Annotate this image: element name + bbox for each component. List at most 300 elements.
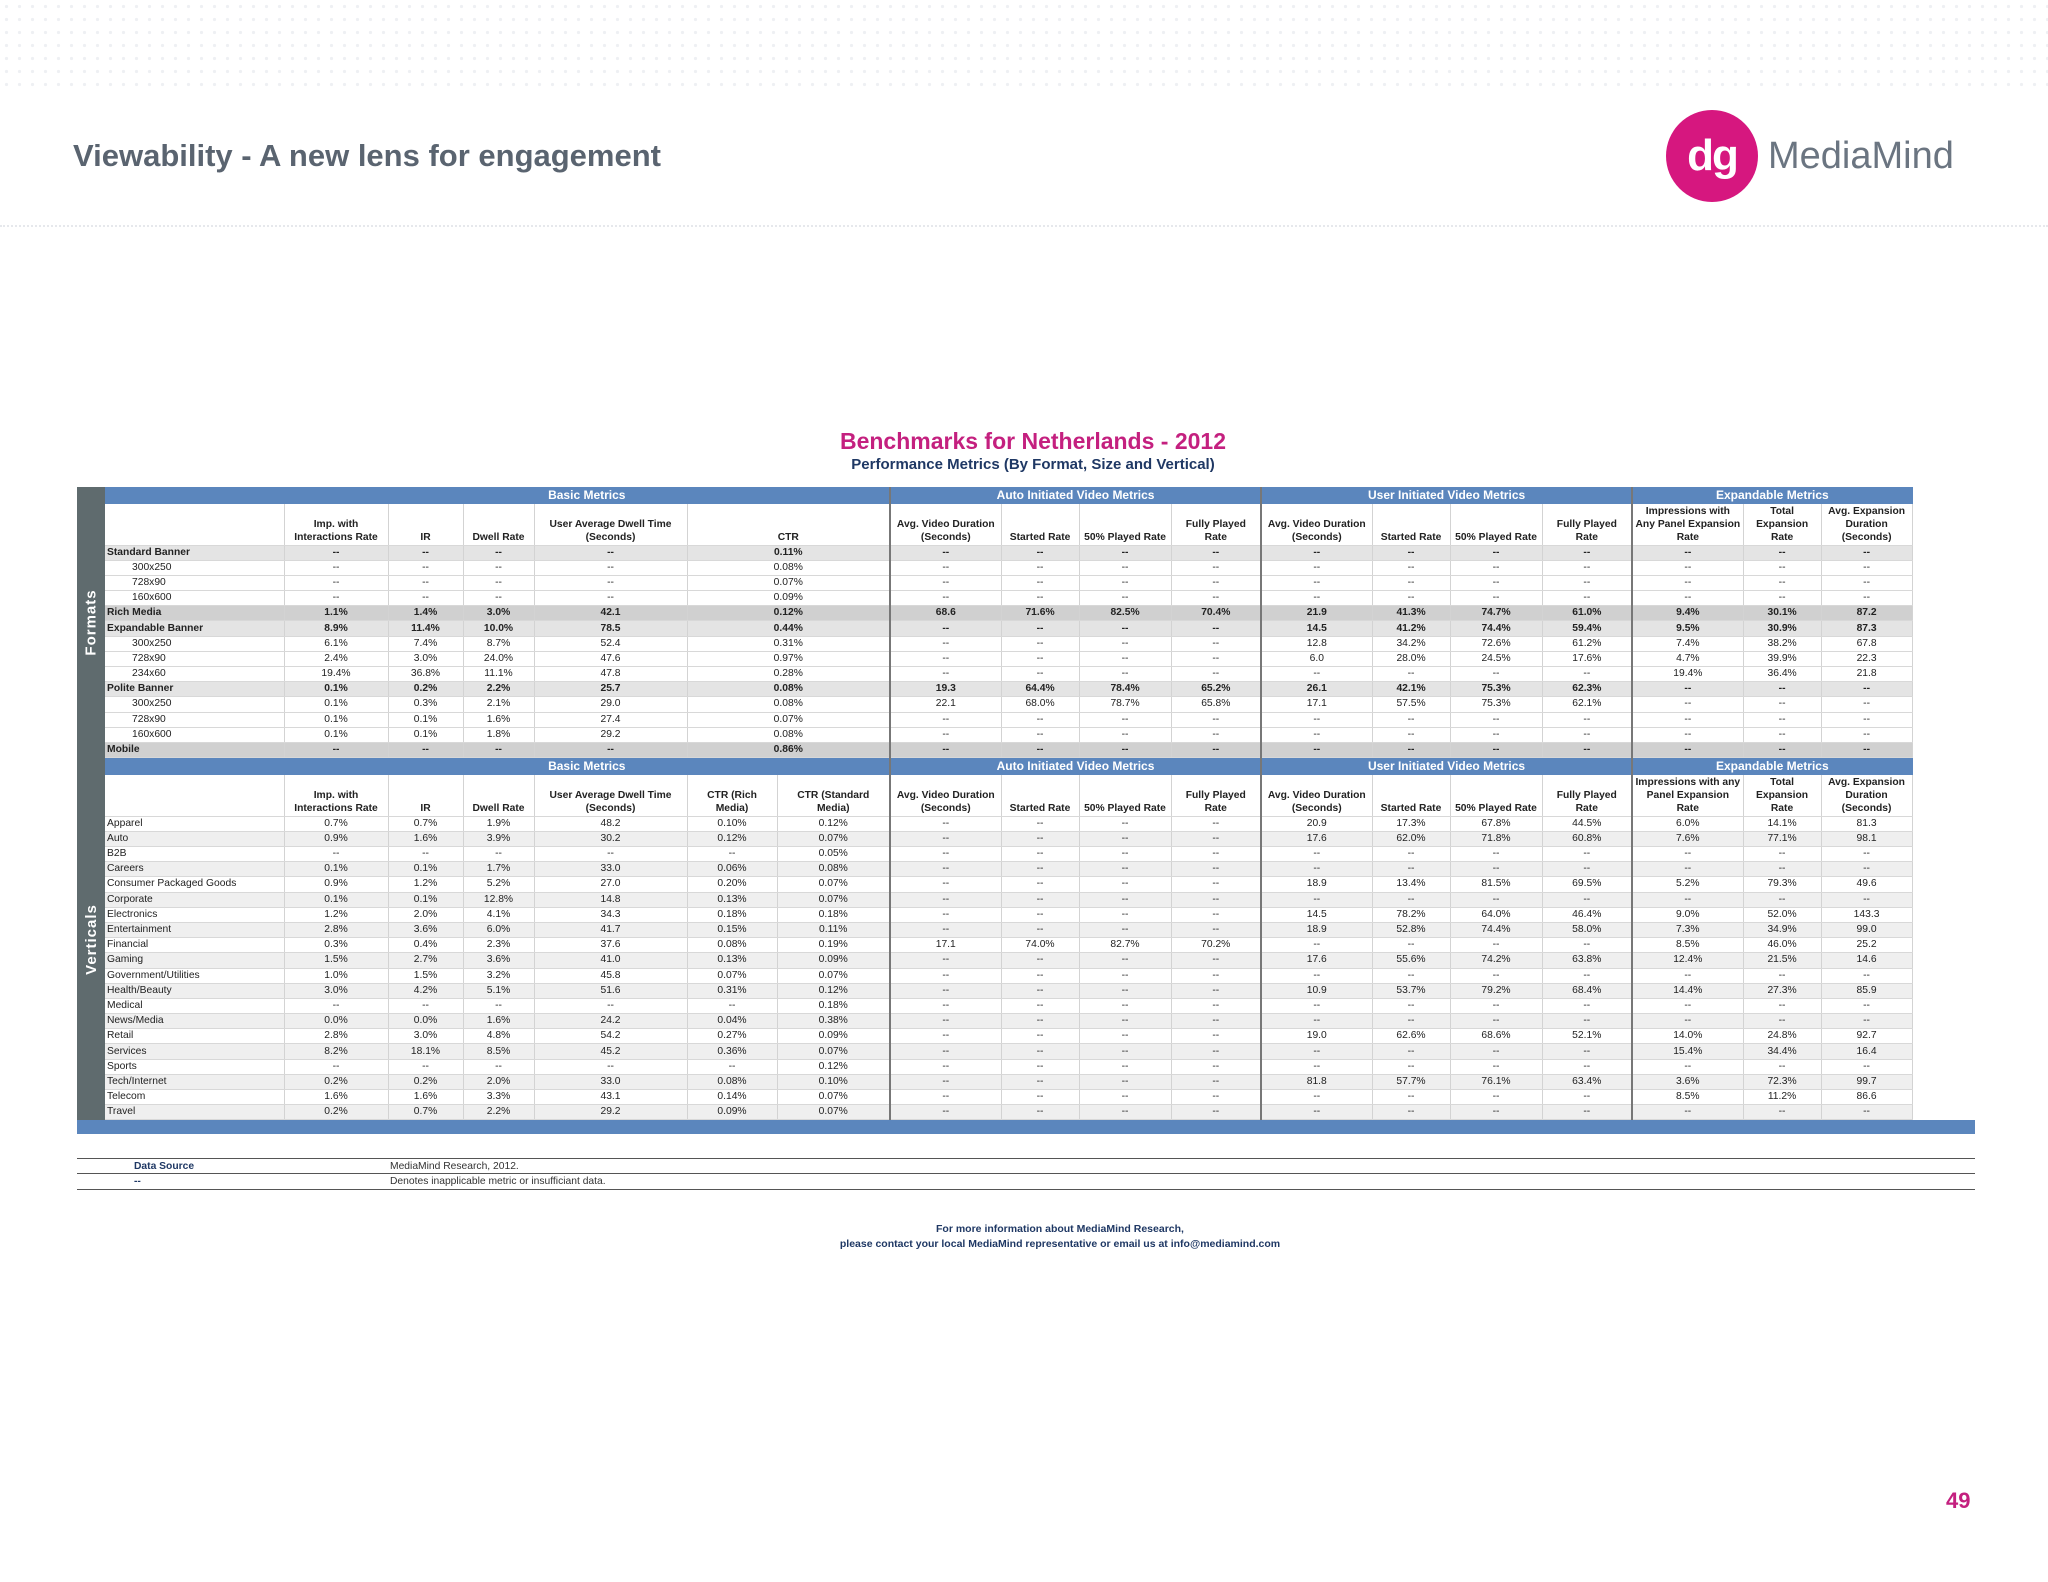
table-cell: --	[1821, 998, 1912, 1013]
table-cell: 9.0%	[1632, 907, 1743, 922]
table-cell: 3.6%	[388, 922, 463, 937]
table-row	[105, 727, 1912, 742]
table-cell: 0.13%	[687, 953, 777, 968]
table-cell: --	[1743, 968, 1821, 983]
table-cell: 0.08%	[777, 862, 890, 877]
table-cell: --	[1372, 892, 1450, 907]
table-cell: --	[1171, 621, 1261, 636]
table-cell: --	[687, 847, 777, 862]
column-header: Avg. Expansion Duration (Seconds)	[1821, 774, 1912, 816]
table-cell: --	[1821, 575, 1912, 590]
table-cell: --	[1079, 862, 1171, 877]
table-cell: --	[1372, 712, 1450, 727]
table-cell: 1.4%	[388, 606, 463, 621]
table-cell: --	[1171, 742, 1261, 757]
table-cell: --	[1821, 727, 1912, 742]
table-cell: --	[1261, 998, 1372, 1013]
table-cell: --	[1743, 1059, 1821, 1074]
table-row	[105, 575, 1912, 590]
row-label: 728x90	[105, 651, 284, 666]
row-label: Telecom	[105, 1090, 284, 1105]
table-cell: 71.6%	[1001, 606, 1079, 621]
table-cell: --	[1261, 968, 1372, 983]
table-cell: 0.07%	[777, 968, 890, 983]
table-cell: --	[890, 1090, 1001, 1105]
table-cell: 74.7%	[1450, 606, 1542, 621]
table-cell: 0.07%	[777, 892, 890, 907]
table-cell: 7.3%	[1632, 922, 1743, 937]
table-cell: 74.0%	[1001, 938, 1079, 953]
table-cell: 68.0%	[1001, 697, 1079, 712]
column-header: Fully Played Rate	[1171, 503, 1261, 545]
column-header: Total Expansion Rate	[1743, 503, 1821, 545]
table-cell: --	[1001, 545, 1079, 560]
table-cell: --	[1079, 575, 1171, 590]
table-cell: 1.2%	[388, 877, 463, 892]
column-header: 50% Played Rate	[1079, 503, 1171, 545]
table-cell: --	[534, 560, 687, 575]
table-cell: --	[1542, 862, 1632, 877]
table-row	[105, 591, 1912, 606]
table-cell: 0.09%	[777, 953, 890, 968]
table-cell: --	[1450, 998, 1542, 1013]
table-cell: --	[1001, 968, 1079, 983]
row-label: Apparel	[105, 816, 284, 831]
table-row	[105, 560, 1912, 575]
column-header: Fully Played Rate	[1542, 774, 1632, 816]
table-cell: 19.3	[890, 682, 1001, 697]
table-cell: --	[463, 560, 534, 575]
table-cell: 70.2%	[1171, 938, 1261, 953]
table-cell: 1.6%	[388, 831, 463, 846]
table-cell: --	[1542, 892, 1632, 907]
table-cell: 14.5	[1261, 907, 1372, 922]
row-label: 300x250	[105, 697, 284, 712]
column-header: Impressions with Any Panel Expansion Rate	[1632, 503, 1743, 545]
table-cell: 20.9	[1261, 816, 1372, 831]
table-cell: --	[1821, 968, 1912, 983]
table-cell: 81.8	[1261, 1074, 1372, 1089]
table-cell: 0.36%	[687, 1044, 777, 1059]
table-cell: --	[1821, 682, 1912, 697]
table-row	[105, 938, 1912, 953]
table-row	[105, 1029, 1912, 1044]
table-cell: 85.9	[1821, 983, 1912, 998]
table-cell: 21.5%	[1743, 953, 1821, 968]
table-cell: --	[890, 892, 1001, 907]
table-row	[105, 983, 1912, 998]
table-cell: --	[890, 862, 1001, 877]
table-cell: 33.0	[534, 862, 687, 877]
table-cell: 4.8%	[463, 1029, 534, 1044]
table-cell: 22.3	[1821, 651, 1912, 666]
table-cell: 0.0%	[388, 1014, 463, 1029]
table-cell: 86.6	[1821, 1090, 1912, 1105]
table-cell: 0.97%	[687, 651, 890, 666]
table-cell: 0.08%	[687, 682, 890, 697]
table-cell: --	[1079, 983, 1171, 998]
metric-group-header: Expandable Metrics	[1632, 487, 1912, 503]
table-cell: --	[687, 998, 777, 1013]
table-cell: 3.3%	[463, 1090, 534, 1105]
table-cell: --	[1079, 742, 1171, 757]
table-cell: --	[1001, 892, 1079, 907]
table-cell: 7.6%	[1632, 831, 1743, 846]
table-cell: --	[1821, 1014, 1912, 1029]
table-cell: 0.7%	[284, 816, 388, 831]
table-row	[105, 1105, 1912, 1120]
row-label: 160x600	[105, 727, 284, 742]
table-cell: 1.9%	[463, 816, 534, 831]
table-cell: 78.4%	[1079, 682, 1171, 697]
table-row	[105, 742, 1912, 757]
table-cell: 1.6%	[388, 1090, 463, 1105]
table-cell: 74.2%	[1450, 953, 1542, 968]
column-header: CTR (Standard Media)	[777, 774, 890, 816]
table-cell: --	[1001, 621, 1079, 636]
table-cell: --	[1001, 1074, 1079, 1089]
row-label: Careers	[105, 862, 284, 877]
column-header: 50% Played Rate	[1079, 774, 1171, 816]
table-cell: --	[1450, 712, 1542, 727]
row-label: 728x90	[105, 712, 284, 727]
table-cell: 82.7%	[1079, 938, 1171, 953]
table-cell: 0.9%	[284, 877, 388, 892]
table-cell: 6.0	[1261, 651, 1372, 666]
table-cell: 87.2	[1821, 606, 1912, 621]
header-dot-pattern	[0, 0, 2048, 90]
table-cell: --	[1632, 727, 1743, 742]
table-cell: --	[1001, 1014, 1079, 1029]
table-cell: --	[1079, 667, 1171, 682]
table-cell: --	[1743, 892, 1821, 907]
table-cell: --	[1372, 847, 1450, 862]
table-cell: --	[890, 1029, 1001, 1044]
legend-value: MediaMind Research, 2012.	[390, 1161, 519, 1172]
table-cell: --	[1743, 591, 1821, 606]
table-cell: 3.0%	[388, 1029, 463, 1044]
table-row	[105, 712, 1912, 727]
table-cell: --	[1079, 621, 1171, 636]
table-cell: --	[1821, 697, 1912, 712]
verticals-table	[105, 758, 1913, 1120]
table-cell: --	[1171, 1014, 1261, 1029]
table-cell: --	[1372, 560, 1450, 575]
table-cell: 0.7%	[388, 1105, 463, 1120]
table-cell: --	[1632, 560, 1743, 575]
table-cell: --	[1372, 1090, 1450, 1105]
table-cell: --	[1542, 938, 1632, 953]
table-cell: --	[1743, 1014, 1821, 1029]
table-cell: 0.07%	[777, 1044, 890, 1059]
table-cell: 2.0%	[463, 1074, 534, 1089]
table-cell: --	[1261, 847, 1372, 862]
table-cell: --	[890, 983, 1001, 998]
table-cell: 18.1%	[388, 1044, 463, 1059]
row-label: 300x250	[105, 636, 284, 651]
table-cell: --	[1821, 712, 1912, 727]
table-row	[105, 621, 1912, 636]
table-cell: --	[1743, 545, 1821, 560]
table-cell: 25.2	[1821, 938, 1912, 953]
table-cell: 29.2	[534, 1105, 687, 1120]
table-cell: --	[890, 742, 1001, 757]
table-cell: 98.1	[1821, 831, 1912, 846]
table-row	[105, 877, 1912, 892]
table-cell: 62.0%	[1372, 831, 1450, 846]
metric-group-header: Auto Initiated Video Metrics	[890, 487, 1261, 503]
table-cell: --	[1079, 1059, 1171, 1074]
table-cell: 0.18%	[777, 998, 890, 1013]
table-cell: 8.7%	[463, 636, 534, 651]
table-cell: 44.5%	[1542, 816, 1632, 831]
table-cell: --	[1001, 742, 1079, 757]
table-cell: --	[890, 953, 1001, 968]
row-label: 300x250	[105, 560, 284, 575]
table-cell: --	[463, 575, 534, 590]
table-cell: 53.7%	[1372, 983, 1450, 998]
logo-mark: dg	[1666, 110, 1758, 202]
table-cell: --	[1632, 682, 1743, 697]
table-cell: 3.2%	[463, 968, 534, 983]
table-cell: --	[1079, 712, 1171, 727]
table-cell: --	[1079, 1029, 1171, 1044]
table-cell: 27.4	[534, 712, 687, 727]
table-cell: --	[1261, 560, 1372, 575]
table-cell: 0.12%	[687, 606, 890, 621]
table-cell: 0.1%	[284, 892, 388, 907]
table-cell: --	[1450, 1059, 1542, 1074]
table-cell: --	[1542, 560, 1632, 575]
table-cell: --	[1542, 742, 1632, 757]
table-cell: 1.6%	[463, 712, 534, 727]
row-label: Auto	[105, 831, 284, 846]
table-cell: --	[890, 621, 1001, 636]
table-cell: 0.09%	[687, 1105, 777, 1120]
table-cell: --	[463, 1059, 534, 1074]
table-cell: 2.3%	[463, 938, 534, 953]
table-cell: --	[1171, 877, 1261, 892]
table-cell: 61.0%	[1542, 606, 1632, 621]
column-header-row	[105, 774, 1912, 816]
table-cell: 2.0%	[388, 907, 463, 922]
table-cell: --	[1171, 591, 1261, 606]
table-cell: --	[1001, 727, 1079, 742]
table-cell: 4.2%	[388, 983, 463, 998]
table-cell: 36.8%	[388, 667, 463, 682]
table-cell: 1.7%	[463, 862, 534, 877]
table-cell: --	[1542, 998, 1632, 1013]
table-cell: 0.2%	[388, 682, 463, 697]
table-cell: --	[890, 636, 1001, 651]
table-cell: 47.6	[534, 651, 687, 666]
table-cell: 17.6%	[1542, 651, 1632, 666]
table-cell: 71.8%	[1450, 831, 1542, 846]
table-cell: --	[1821, 892, 1912, 907]
table-cell: 34.2%	[1372, 636, 1450, 651]
table-cell: 14.6	[1821, 953, 1912, 968]
table-cell: --	[1821, 560, 1912, 575]
table-cell: 22.1	[890, 697, 1001, 712]
table-row	[105, 1074, 1912, 1089]
benchmark-tables	[77, 487, 1975, 1134]
column-header: 50% Played Rate	[1450, 503, 1542, 545]
table-cell: --	[1261, 712, 1372, 727]
footer-contact	[0, 1222, 2048, 1252]
table-cell: 0.12%	[777, 983, 890, 998]
table-cell: --	[1171, 636, 1261, 651]
table-cell: 0.20%	[687, 877, 777, 892]
table-cell: --	[1171, 575, 1261, 590]
table-cell: --	[1261, 1059, 1372, 1074]
metric-group-header: Expandable Metrics	[1632, 758, 1912, 774]
table-cell: --	[1372, 998, 1450, 1013]
table-cell: --	[1261, 1090, 1372, 1105]
table-cell: 37.6	[534, 938, 687, 953]
table-cell: 36.4%	[1743, 667, 1821, 682]
table-cell: 11.2%	[1743, 1090, 1821, 1105]
table-cell: 67.8	[1821, 636, 1912, 651]
table-cell: --	[890, 667, 1001, 682]
group-band-blank	[105, 758, 284, 774]
table-cell: 79.2%	[1450, 983, 1542, 998]
row-label: Standard Banner	[105, 545, 284, 560]
table-cell: --	[1001, 847, 1079, 862]
table-cell: --	[1632, 545, 1743, 560]
table-cell: --	[284, 560, 388, 575]
table-row	[105, 907, 1912, 922]
table-cell: --	[1450, 892, 1542, 907]
table-cell: 0.06%	[687, 862, 777, 877]
table-cell: --	[1171, 1029, 1261, 1044]
table-cell: 52.0%	[1743, 907, 1821, 922]
table-cell: 0.28%	[687, 667, 890, 682]
table-cell: --	[534, 591, 687, 606]
table-cell: --	[1171, 922, 1261, 937]
table-cell: 0.09%	[777, 1029, 890, 1044]
table-cell: 27.3%	[1743, 983, 1821, 998]
table-cell: 12.8	[1261, 636, 1372, 651]
column-header: Started Rate	[1001, 503, 1079, 545]
table-cell: --	[1632, 998, 1743, 1013]
table-cell: 2.1%	[463, 697, 534, 712]
table-cell: 0.2%	[284, 1074, 388, 1089]
table-cell: --	[388, 545, 463, 560]
metric-group-header: Basic Metrics	[284, 758, 890, 774]
table-cell: --	[1001, 560, 1079, 575]
table-cell: 0.1%	[388, 712, 463, 727]
table-cell: --	[1450, 1090, 1542, 1105]
table-cell: 0.1%	[284, 727, 388, 742]
table-cell: 3.0%	[463, 606, 534, 621]
table-cell: 14.8	[534, 892, 687, 907]
table-cell: --	[1261, 1014, 1372, 1029]
table-cell: --	[534, 575, 687, 590]
table-cell: 8.5%	[1632, 938, 1743, 953]
table-cell: 5.2%	[1632, 877, 1743, 892]
table-cell: 24.2	[534, 1014, 687, 1029]
table-cell: --	[1450, 560, 1542, 575]
table-cell: 0.27%	[687, 1029, 777, 1044]
table-cell: 63.8%	[1542, 953, 1632, 968]
table-cell: 3.0%	[284, 983, 388, 998]
table-cell: --	[1450, 545, 1542, 560]
table-cell: 30.2	[534, 831, 687, 846]
table-cell: 5.1%	[463, 983, 534, 998]
table-cell: --	[388, 591, 463, 606]
table-cell: --	[1450, 742, 1542, 757]
table-cell: --	[1171, 847, 1261, 862]
table-cell: --	[463, 545, 534, 560]
row-label: Sports	[105, 1059, 284, 1074]
table-cell: 74.4%	[1450, 621, 1542, 636]
table-cell: 17.6	[1261, 953, 1372, 968]
row-label: Entertainment	[105, 922, 284, 937]
table-cell: 4.7%	[1632, 651, 1743, 666]
table-cell: --	[388, 575, 463, 590]
table-cell: 60.8%	[1542, 831, 1632, 846]
table-cell: --	[534, 998, 687, 1013]
table-cell: --	[1632, 1105, 1743, 1120]
table-cell: --	[1450, 862, 1542, 877]
table-cell: --	[1079, 816, 1171, 831]
metric-group-row	[105, 758, 1912, 774]
table-row	[105, 953, 1912, 968]
table-cell: 0.10%	[777, 1074, 890, 1089]
table-cell: --	[1001, 667, 1079, 682]
row-label: Consumer Packaged Goods	[105, 877, 284, 892]
table-row	[105, 892, 1912, 907]
table-cell: --	[1632, 892, 1743, 907]
table-cell: 1.6%	[284, 1090, 388, 1105]
table-cell: 34.9%	[1743, 922, 1821, 937]
table-cell: --	[1372, 968, 1450, 983]
table-cell: 69.5%	[1542, 877, 1632, 892]
column-header: Avg. Video Duration (Seconds)	[1261, 503, 1372, 545]
table-cell: --	[1450, 938, 1542, 953]
column-header: Avg. Video Duration (Seconds)	[890, 774, 1001, 816]
table-cell: --	[890, 727, 1001, 742]
table-cell: --	[890, 1105, 1001, 1120]
table-cell: --	[1079, 953, 1171, 968]
table-cell: 41.2%	[1372, 621, 1450, 636]
table-cell: 63.4%	[1542, 1074, 1632, 1089]
table-cell: 70.4%	[1171, 606, 1261, 621]
verticals-section	[77, 758, 1975, 1120]
table-cell: --	[1743, 712, 1821, 727]
table-cell: --	[284, 847, 388, 862]
table-cell: 14.4%	[1632, 983, 1743, 998]
table-cell: 0.08%	[687, 1074, 777, 1089]
table-row	[105, 651, 1912, 666]
table-cell: --	[1261, 727, 1372, 742]
table-cell: --	[1261, 892, 1372, 907]
table-row	[105, 998, 1912, 1013]
row-label: Travel	[105, 1105, 284, 1120]
table-cell: 67.8%	[1450, 816, 1542, 831]
table-cell: 99.7	[1821, 1074, 1912, 1089]
table-cell: 0.86%	[687, 742, 890, 757]
table-cell: 99.0	[1821, 922, 1912, 937]
formats-section	[77, 487, 1975, 758]
legend-value: Denotes inapplicable metric or insufficiant data.	[390, 1176, 606, 1187]
table-cell: 64.4%	[1001, 682, 1079, 697]
table-cell: 0.07%	[777, 877, 890, 892]
legend-key: --	[134, 1176, 141, 1187]
table-cell: 42.1	[534, 606, 687, 621]
table-cell: --	[890, 831, 1001, 846]
table-cell: 0.08%	[687, 938, 777, 953]
